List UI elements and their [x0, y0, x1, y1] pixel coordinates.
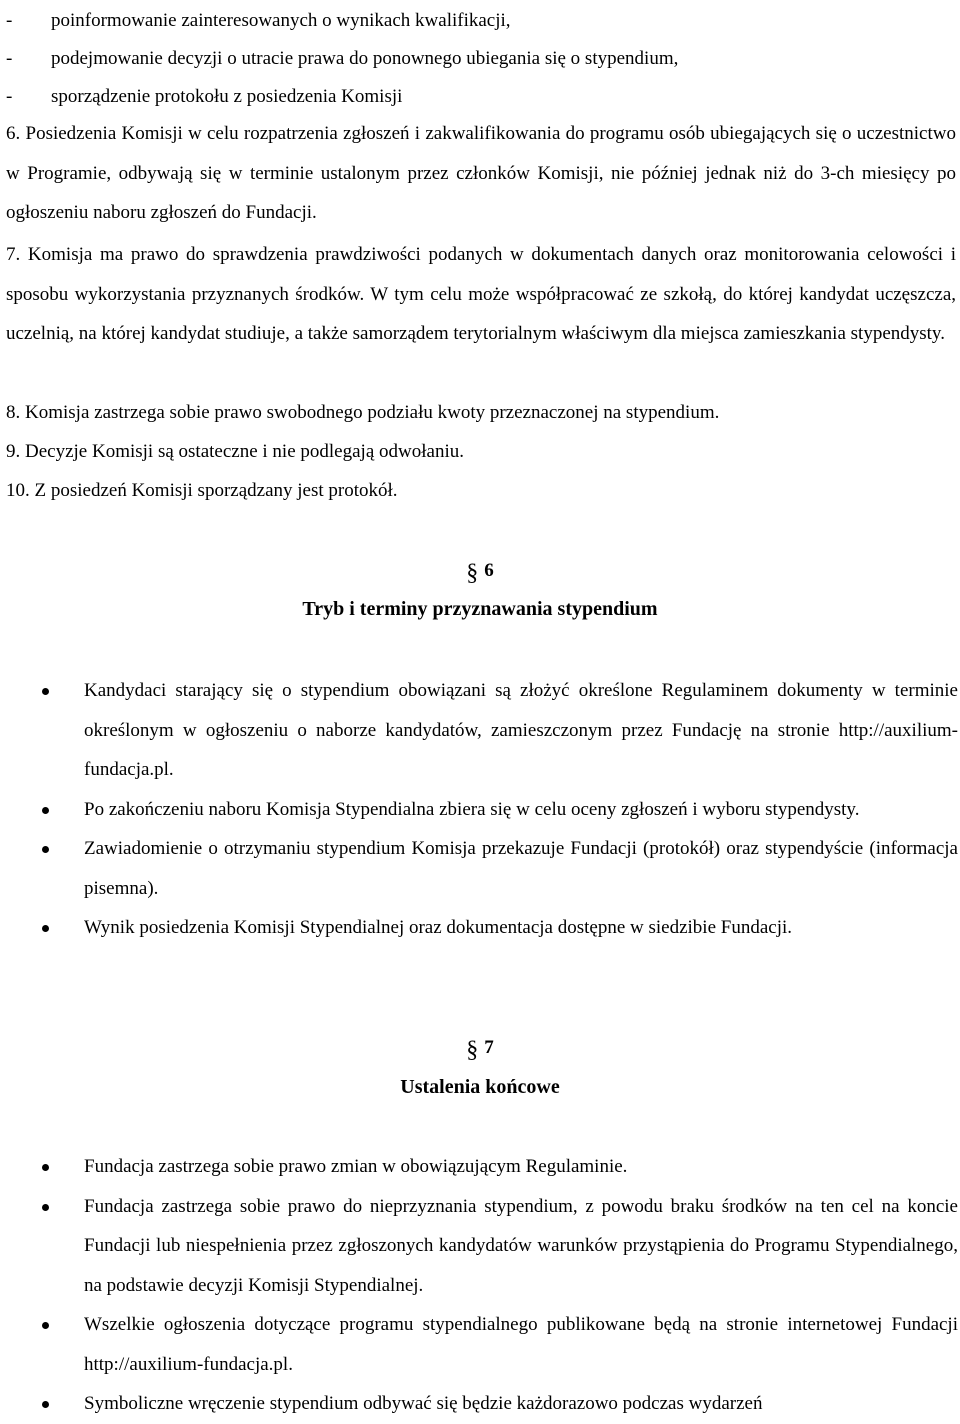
- point-10: 10. Z posiedzeń Komisji sporządzany jest protokół.: [6, 480, 398, 501]
- paragraph-symbol: §: [466, 560, 479, 586]
- list-item-text: podejmowanie decyzji o utracie prawa do ponownego ubiegania się o stypendium,: [51, 48, 679, 69]
- list-item: [0, 1305, 958, 1384]
- section-6-number: [0, 556, 960, 586]
- dash-marker: -: [6, 48, 13, 69]
- list-item-text: Fundacja zastrzega sobie prawo zmian w obowiązującym Regulaminie.: [84, 1156, 628, 1177]
- point-8: 8. Komisja zastrzega sobie prawo swobodnego podziału kwoty przeznaczonej na stypendium.: [6, 402, 720, 423]
- list-item-text: Fundacja zastrzega sobie prawo do nieprzyznania stypendium, z powodu braku środków na ten cel na koncie Fundacji lub niespełnienia przez zgłoszonych kandydatów warunków przystąpienia do Programu Stypendialnego, na podstawie decyzji Komisji Stypendialnej.: [84, 1195, 958, 1296]
- list-item: [6, 40, 954, 78]
- list-item-text: sporządzenie protokołu z posiedzenia Komisji: [51, 86, 403, 107]
- section-number: 6: [484, 560, 494, 581]
- dash-marker: -: [6, 10, 13, 31]
- section-7-title: Ustalenia końcowe: [400, 1076, 560, 1098]
- section-7-number: [0, 1033, 960, 1063]
- bullet-icon: [42, 1164, 49, 1171]
- list-item-text: Symboliczne wręczenie stypendium odbywać się będzie każdorazowo podczas wydarzeń: [84, 1393, 763, 1414]
- section-6-title: Tryb i terminy przyznawania stypendium: [302, 598, 658, 620]
- section-7-list: [0, 1147, 960, 1424]
- paragraph-symbol: §: [466, 1037, 479, 1063]
- list-item: [0, 829, 958, 908]
- bullet-icon: [42, 1322, 49, 1329]
- list-item-text: Wszelkie ogłoszenia dotyczące programu stypendialnego publikowane będą na stronie internetowej Fundacji http://auxilium-fundacja.pl.: [84, 1314, 958, 1375]
- bullet-icon: [42, 1204, 49, 1211]
- bullet-icon: [42, 846, 49, 853]
- duty-list: [6, 2, 954, 116]
- list-item: [0, 1187, 958, 1306]
- list-item-text: Zawiadomienie o otrzymaniu stypendium Komisja przekazuje Fundacji (protokół) oraz stypendyście (informacja pisemna).: [84, 838, 958, 899]
- point-9: 9. Decyzje Komisji są ostateczne i nie podlegają odwołaniu.: [6, 441, 464, 462]
- list-item-text: Wynik posiedzenia Komisji Stypendialnej oraz dokumentacja dostępne w siedzibie Fundacji.: [84, 917, 793, 938]
- point-6: 6. Posiedzenia Komisji w celu rozpatrzenia zgłoszeń i zakwalifikowania do programu osób ubiegających się o uczestnictwo w Programie, odbywają się w terminie ustalonym przez członków Komisji, nie później jednak niż do 3-ch miesięcy po ogłoszeniu naboru zgłoszeń do Fundacji.: [6, 123, 956, 223]
- list-item-text: Po zakończeniu naboru Komisja Stypendialna zbiera się w celu oceny zgłoszeń i wyboru stypendysty.: [84, 798, 860, 820]
- bullet-icon: [42, 688, 49, 695]
- list-item: [6, 78, 954, 116]
- section-6-list: [0, 671, 960, 948]
- list-item: [6, 2, 954, 40]
- bullet-icon: [42, 1401, 49, 1408]
- point-7: 7. Komisja ma prawo do sprawdzenia prawdziwości podanych w dokumentach danych oraz monitorowania celowości i sposobu wykorzystania przyznanych środków. W tym celu może współpracować ze szkołą, do której kandydat uczęszcza, uczelnią, na której kandydat studiuje, a także samorządem terytorialnym właściwym dla miejsca zamieszkania stypendysty.: [6, 244, 956, 344]
- section-number: 7: [484, 1037, 494, 1058]
- dash-marker: -: [6, 86, 13, 107]
- list-item: [0, 908, 958, 948]
- list-item-text: Kandydaci starający się o stypendium obowiązani są złożyć określone Regulaminem dokumenty w terminie określonym w ogłoszeniu o naborze kandydatów, zamieszczonym przez Fundację na stronie http://auxilium-fundacja.pl.: [84, 680, 958, 780]
- bullet-icon: [42, 925, 49, 932]
- bullet-icon: [42, 807, 49, 814]
- list-item: [0, 671, 958, 790]
- list-item: [0, 1384, 958, 1424]
- list-item: [0, 1147, 958, 1187]
- list-item-text: poinformowanie zainteresowanych o wynikach kwalifikacji,: [51, 10, 511, 31]
- list-item: [0, 790, 958, 830]
